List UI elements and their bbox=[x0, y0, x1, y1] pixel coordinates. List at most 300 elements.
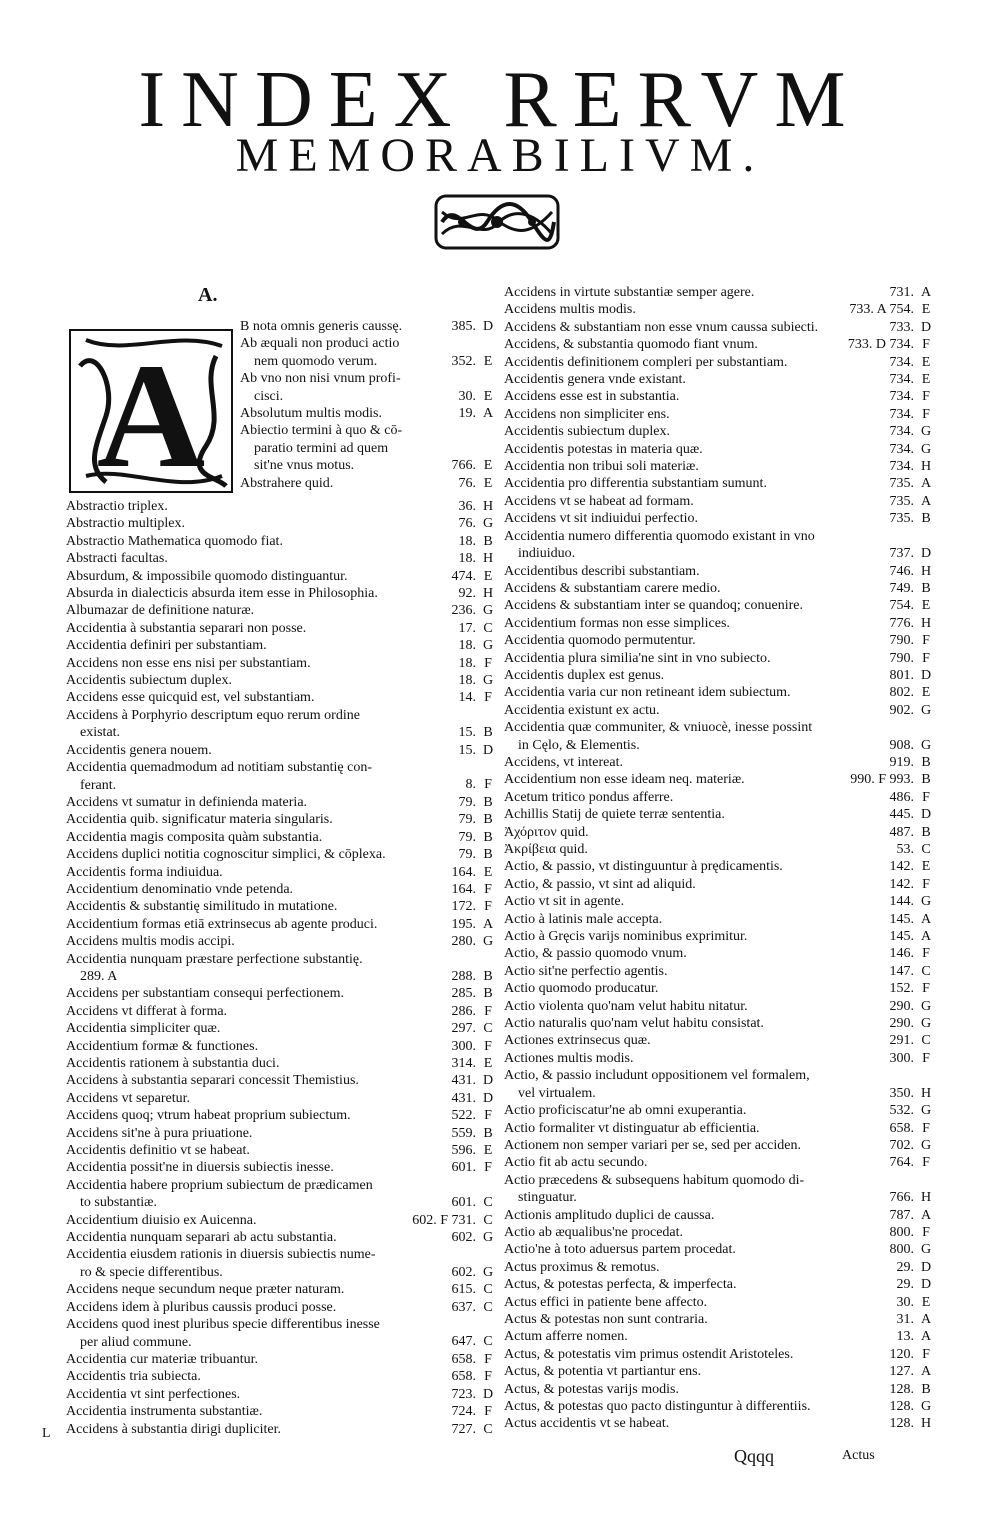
index-entry bbox=[504, 1311, 934, 1328]
entry-letter: A bbox=[920, 285, 932, 300]
entry-text: Accidentia quæ communiter, & vniuocè, inesse possint bbox=[504, 720, 813, 736]
page-subtitle: MEMORABILIVM. bbox=[235, 129, 765, 182]
index-entry bbox=[66, 620, 496, 637]
entry-page: 474. bbox=[451, 568, 476, 584]
entry-letter: E bbox=[921, 302, 931, 318]
index-entry bbox=[504, 510, 934, 527]
entry-letter: G bbox=[482, 673, 494, 689]
entry-letter: F bbox=[922, 633, 930, 649]
entry-page: 120. bbox=[889, 1346, 914, 1362]
entry-letter: B bbox=[483, 847, 493, 863]
index-entry bbox=[504, 615, 934, 632]
index-entry bbox=[66, 1090, 496, 1107]
index-entry bbox=[240, 335, 496, 370]
entry-text: Accidentis rationem à substantia duci. bbox=[66, 1056, 280, 1071]
entry-page: 776. bbox=[889, 615, 914, 631]
entry-text: Actus accidentis vt se habeat. bbox=[504, 1416, 670, 1432]
entry-text: Ab vno non nisi vnum profi- bbox=[240, 371, 401, 387]
entry-page: 727. bbox=[451, 1421, 476, 1437]
index-entry bbox=[66, 759, 496, 794]
index-entry bbox=[66, 1212, 496, 1229]
entry-text: Actus, & potestatis vim primus ostendit Aristoteles. bbox=[504, 1346, 794, 1362]
entry-text: Accidentium formæ & functiones. bbox=[66, 1038, 259, 1054]
index-entry bbox=[504, 632, 934, 649]
entry-page: 724. bbox=[451, 1404, 476, 1420]
entry-page: 297. bbox=[451, 1021, 476, 1037]
entry-letter: H bbox=[482, 551, 494, 567]
entry-letter: B bbox=[483, 829, 493, 845]
entry-letter: C bbox=[483, 1195, 493, 1211]
entry-page: 300. bbox=[889, 1050, 914, 1066]
index-entry bbox=[66, 1421, 496, 1438]
entry-text: Accidens à substantia dirigi dupliciter. bbox=[66, 1421, 282, 1437]
entry-text: Accidens vt se habeat ad formam. bbox=[504, 493, 694, 509]
entry-page: 733. D 734. bbox=[847, 337, 914, 353]
entry-text: Accidentia quomodo permutentur. bbox=[504, 633, 696, 649]
entry-page: 18. bbox=[458, 638, 476, 654]
entry-text: Absurdum, & impossibile quomodo distinguantur. bbox=[66, 568, 348, 584]
entry-text: Accidens vt sit indiuidui perfectio. bbox=[504, 511, 699, 527]
entry-letter: G bbox=[920, 702, 932, 718]
entry-letter: E bbox=[483, 388, 493, 404]
index-entry bbox=[504, 911, 934, 928]
index-entry bbox=[504, 563, 934, 580]
entry-letter: E bbox=[921, 372, 931, 388]
entry-letter: A bbox=[920, 1329, 932, 1345]
index-entry bbox=[504, 824, 934, 841]
entry-text: Actus, & potestas quo pacto distinguntur à differentiis. bbox=[504, 1399, 811, 1414]
entry-text: Accidentia varia cur non retineant idem subiectum. bbox=[504, 685, 791, 701]
entry-letter: G bbox=[920, 1399, 932, 1414]
index-entry bbox=[504, 1415, 934, 1432]
index-entry bbox=[240, 475, 496, 492]
entry-text: Accidens multis modis accipi. bbox=[66, 934, 235, 950]
entry-page: 734. bbox=[889, 389, 914, 405]
entry-text: Actionis amplitudo duplici de caussa. bbox=[504, 1207, 715, 1223]
entry-text: Actus, & potestas perfecta, & imperfecta. bbox=[504, 1277, 737, 1293]
entry-continuation: cisci. bbox=[254, 388, 284, 404]
entry-text: Actio fit ab actu secundo. bbox=[504, 1155, 648, 1171]
entry-page: 733. bbox=[889, 319, 914, 335]
entry-page: 766. bbox=[451, 458, 476, 474]
index-entry bbox=[504, 1398, 934, 1415]
index-entry bbox=[66, 846, 496, 863]
entry-letter: E bbox=[483, 458, 493, 474]
entry-page: 522. bbox=[451, 1108, 476, 1124]
drop-cap-entries bbox=[240, 318, 496, 492]
entry-text: Accidens vt sumatur in definienda materia. bbox=[66, 794, 308, 810]
entry-text: Abstractio Mathematica quomodo fiat. bbox=[66, 533, 283, 549]
entry-page: 731. bbox=[889, 285, 914, 300]
entry-page: 145. bbox=[889, 929, 914, 945]
index-entry bbox=[504, 702, 934, 719]
index-entry bbox=[504, 771, 934, 788]
entry-letter: D bbox=[482, 1386, 494, 1402]
index-entry bbox=[504, 998, 934, 1015]
entry-text: Accidens quoq; vtrum habeat proprium subiectum. bbox=[66, 1108, 351, 1124]
entry-text: Actio naturalis quo'nam velut habitu consistat. bbox=[504, 1016, 764, 1032]
index-entry bbox=[504, 963, 934, 980]
index-entry bbox=[504, 667, 934, 684]
decorated-initial-icon bbox=[66, 326, 236, 496]
index-entry bbox=[66, 550, 496, 567]
entry-letter: C bbox=[921, 963, 931, 979]
entry-text: Accidentium denominatio vnde petenda. bbox=[66, 881, 294, 897]
entry-text: Abstrahere quid. bbox=[240, 475, 334, 491]
ornament-icon bbox=[432, 190, 562, 254]
entry-page: 734. bbox=[889, 459, 914, 475]
index-entry bbox=[504, 1363, 934, 1380]
entry-text: Actio à latinis male accepta. bbox=[504, 911, 663, 927]
entry-page: 145. bbox=[889, 911, 914, 927]
section-letter: A. bbox=[198, 284, 218, 306]
entry-text: Actio, & passio quomodo vnum. bbox=[504, 946, 687, 962]
entry-letter: F bbox=[484, 1160, 492, 1176]
entry-page: 658. bbox=[889, 1120, 914, 1136]
entry-text: Accidens per substantiam consequi perfectionem. bbox=[66, 986, 344, 1002]
entry-page: 487. bbox=[889, 824, 914, 840]
entry-letter: H bbox=[920, 1416, 932, 1432]
index-entry bbox=[66, 1386, 496, 1403]
index-entry bbox=[66, 498, 496, 515]
entry-text: Accidens multis modis. bbox=[504, 302, 636, 318]
entry-letter: F bbox=[484, 1108, 492, 1124]
entry-page: 658. bbox=[451, 1351, 476, 1367]
entry-page: 18. bbox=[458, 673, 476, 689]
index-entry bbox=[504, 1050, 934, 1067]
entry-text: Accidens sit'ne à pura priuatione. bbox=[66, 1125, 253, 1141]
entry-text: Accidentia simpliciter quæ. bbox=[66, 1021, 221, 1037]
entry-text: Albumazar de definitione naturæ. bbox=[66, 603, 255, 619]
entry-letter: G bbox=[482, 934, 494, 950]
entry-page: 919. bbox=[889, 754, 914, 770]
entry-letter: F bbox=[484, 690, 492, 706]
index-entry bbox=[66, 1038, 496, 1055]
entry-letter: H bbox=[482, 586, 494, 602]
index-entry bbox=[66, 985, 496, 1002]
entry-letter: G bbox=[482, 1230, 494, 1246]
entry-text: Accidentis definitionem compleri per substantiam. bbox=[504, 354, 788, 370]
entry-letter: B bbox=[483, 986, 493, 1002]
index-entry bbox=[504, 441, 934, 458]
index-entry bbox=[66, 1055, 496, 1072]
entry-letter: D bbox=[482, 742, 494, 758]
entry-text: Accidens in virtute substantiæ semper agere. bbox=[504, 285, 755, 300]
entry-text: Accidentia nunquam separari ab actu substantia. bbox=[66, 1230, 337, 1246]
entry-letter: A bbox=[482, 916, 494, 932]
entry-letter: B bbox=[921, 824, 931, 840]
index-entry bbox=[66, 742, 496, 759]
index-entry bbox=[66, 811, 496, 828]
entry-page: 142. bbox=[889, 859, 914, 875]
entry-page: 290. bbox=[889, 1016, 914, 1032]
entry-page: 734. bbox=[889, 354, 914, 370]
entry-page: 734. bbox=[889, 424, 914, 440]
entry-letter: F bbox=[922, 789, 930, 805]
entry-page: 15. bbox=[458, 725, 476, 741]
entry-page: 18. bbox=[458, 533, 476, 549]
index-entry bbox=[504, 1067, 934, 1102]
entry-text: Accidentia vt sint perfectiones. bbox=[66, 1386, 241, 1402]
index-entry bbox=[66, 1281, 496, 1298]
index-entry bbox=[66, 1316, 496, 1351]
entry-letter: B bbox=[921, 1381, 931, 1397]
entry-page: 445. bbox=[889, 807, 914, 823]
entry-letter: E bbox=[921, 685, 931, 701]
entry-page: 30. bbox=[458, 388, 476, 404]
entry-letter: H bbox=[920, 1085, 932, 1101]
entry-letter: E bbox=[483, 1056, 493, 1071]
entry-page: 800. bbox=[889, 1224, 914, 1240]
entry-text: Actus, & potentia vt partiantur ens. bbox=[504, 1364, 702, 1380]
entry-text: Accidentis forma indiuidua. bbox=[66, 864, 223, 880]
entry-page: 723. bbox=[451, 1386, 476, 1402]
index-entry bbox=[504, 458, 934, 475]
entry-text: Accidentis genera nouem. bbox=[66, 742, 212, 758]
entry-letter: B bbox=[921, 511, 931, 527]
entry-letter: H bbox=[920, 615, 932, 631]
entry-continuation: stinguatur. bbox=[518, 1190, 577, 1206]
entry-text: Actio'ne à toto aduersus partem procedat. bbox=[504, 1242, 736, 1258]
entry-text: Accidentis genera vnde existant. bbox=[504, 372, 686, 388]
entry-text: Actus & potestas non sunt contraria. bbox=[504, 1311, 708, 1327]
index-entry bbox=[66, 951, 496, 986]
index-entry bbox=[504, 876, 934, 893]
index-entry bbox=[66, 1003, 496, 1020]
entry-letter: G bbox=[482, 1264, 494, 1280]
index-entry bbox=[504, 1207, 934, 1224]
entry-text: Accidentia definiri per substantiam. bbox=[66, 638, 267, 654]
entry-page: 787. bbox=[889, 1207, 914, 1223]
entry-text: Actio vt sit in agente. bbox=[504, 894, 625, 910]
entry-text: Accidens non esse ens nisi per substantiam. bbox=[66, 655, 311, 671]
entry-text: Accidentia quib. significatur materia singularis. bbox=[66, 812, 333, 828]
index-entry bbox=[66, 1246, 496, 1281]
index-entry bbox=[504, 1224, 934, 1241]
entry-text: Accidens à Porphyrio descriptum equo rerum ordine bbox=[66, 707, 360, 723]
entry-continuation: per aliud commune. bbox=[80, 1334, 192, 1350]
entry-letter: C bbox=[483, 1421, 493, 1437]
entry-page: 902. bbox=[889, 702, 914, 718]
entry-letter: B bbox=[483, 794, 493, 810]
entry-page: 754. bbox=[889, 598, 914, 614]
entry-text: Actio quomodo producatur. bbox=[504, 981, 659, 997]
entry-letter: G bbox=[482, 638, 494, 654]
entry-letter: G bbox=[920, 441, 932, 457]
entry-letter: B bbox=[483, 812, 493, 828]
entry-page: 18. bbox=[458, 655, 476, 671]
entry-page: 14. bbox=[458, 690, 476, 706]
entry-page: 733. A 754. bbox=[849, 302, 914, 318]
entry-text: Actum afferre nomen. bbox=[504, 1329, 628, 1345]
entry-page: 79. bbox=[458, 829, 476, 845]
index-entry bbox=[504, 858, 934, 875]
index-entry bbox=[504, 354, 934, 371]
entry-page: 602. bbox=[451, 1264, 476, 1280]
entry-letter: H bbox=[920, 1190, 932, 1206]
index-entry bbox=[504, 1102, 934, 1119]
entry-text: Ab æquali non produci actio bbox=[240, 336, 400, 352]
index-entry bbox=[66, 933, 496, 950]
entry-continuation: nem quomodo verum. bbox=[254, 353, 378, 369]
index-entry bbox=[504, 1137, 934, 1154]
entry-page: 764. bbox=[889, 1155, 914, 1171]
entry-page: 18. bbox=[458, 551, 476, 567]
entry-text: Accidentium formas etiā extrinsecus ab agente produci. bbox=[66, 916, 378, 932]
index-entry bbox=[504, 1015, 934, 1032]
index-entry bbox=[504, 719, 934, 754]
index-entry bbox=[504, 1259, 934, 1276]
entry-letter: G bbox=[482, 516, 494, 532]
index-entry bbox=[504, 1276, 934, 1293]
entry-letter: F bbox=[484, 881, 492, 897]
entry-page: 746. bbox=[889, 563, 914, 579]
entry-page: 236. bbox=[451, 603, 476, 619]
entry-letter: A bbox=[920, 1364, 932, 1380]
entry-text: Absolutum multis modis. bbox=[240, 406, 382, 422]
entry-continuation: ro & specie differentibus. bbox=[80, 1264, 223, 1280]
entry-continuation: indiuiduo. bbox=[518, 546, 576, 562]
index-entry bbox=[66, 585, 496, 602]
entry-page: 128. bbox=[889, 1416, 914, 1432]
entry-text: Accidens esse est in substantia. bbox=[504, 389, 680, 405]
entry-text: Accidentia nunquam præstare perfectione substantię. bbox=[66, 951, 363, 967]
entry-letter: G bbox=[920, 1103, 932, 1119]
entry-page: 601. bbox=[451, 1195, 476, 1211]
index-entry bbox=[66, 602, 496, 619]
entry-page: 749. bbox=[889, 580, 914, 596]
entry-letter: F bbox=[922, 1120, 930, 1136]
entry-letter: F bbox=[484, 1404, 492, 1420]
entry-text: Accidentia habere proprium subiectum de prædicamen bbox=[66, 1177, 373, 1193]
entry-page: 31. bbox=[896, 1311, 914, 1327]
entry-letter: F bbox=[922, 981, 930, 997]
entry-text: Accidentia quemadmodum ad notitiam substantię con- bbox=[66, 760, 372, 776]
index-entry bbox=[504, 806, 934, 823]
entry-letter: G bbox=[920, 894, 932, 910]
index-entry bbox=[504, 423, 934, 440]
entry-letter: C bbox=[483, 1334, 493, 1350]
index-entry bbox=[504, 475, 934, 492]
entry-page: 36. bbox=[458, 499, 476, 514]
entry-text: Actio proficiscatur'ne ab omni exuperantia. bbox=[504, 1103, 747, 1119]
index-entry bbox=[504, 336, 934, 353]
entry-letter: G bbox=[482, 603, 494, 619]
entry-text: Actio præcedens & subsequens habitum quomodo di- bbox=[504, 1172, 805, 1188]
entry-continuation: in Cęlo, & Elementis. bbox=[518, 737, 640, 753]
entry-letter: F bbox=[484, 899, 492, 915]
index-entry bbox=[504, 371, 934, 388]
entry-text: Accidentium formas non esse simplices. bbox=[504, 615, 730, 631]
entry-text: Accidentia numero differentia quomodo existant in vno bbox=[504, 528, 815, 544]
entry-page: 280. bbox=[451, 934, 476, 950]
entry-page: 385. bbox=[451, 319, 476, 334]
entry-page: 79. bbox=[458, 812, 476, 828]
index-entry bbox=[66, 829, 496, 846]
entry-page: 285. bbox=[451, 986, 476, 1002]
index-entry bbox=[66, 672, 496, 689]
entry-text: Actus effici in patiente bene affecto. bbox=[504, 1294, 708, 1310]
entry-text: Actiones extrinsecus quæ. bbox=[504, 1033, 651, 1049]
entry-text: Accidens à substantia separari concessit Themistius. bbox=[66, 1073, 359, 1089]
entry-letter: A bbox=[920, 493, 932, 509]
index-entry bbox=[504, 493, 934, 510]
entry-letter: A bbox=[920, 929, 932, 945]
entry-letter: E bbox=[921, 598, 931, 614]
index-entry bbox=[66, 1159, 496, 1176]
entry-page: 76. bbox=[458, 516, 476, 532]
index-entry bbox=[240, 318, 496, 335]
entry-page: 195. bbox=[451, 916, 476, 932]
entry-letter: C bbox=[483, 1212, 493, 1228]
entry-letter: B bbox=[921, 754, 931, 770]
entry-letter: C bbox=[483, 1299, 493, 1315]
entry-page: 596. bbox=[451, 1143, 476, 1159]
entry-text: Accidentis potestas in materia quæ. bbox=[504, 441, 703, 457]
index-entry bbox=[240, 422, 496, 474]
entry-page: 127. bbox=[889, 1364, 914, 1380]
entry-letter: C bbox=[921, 1033, 931, 1049]
entry-page: 290. bbox=[889, 998, 914, 1014]
entry-letter: F bbox=[922, 406, 930, 422]
index-entry bbox=[504, 1328, 934, 1345]
right-column bbox=[504, 284, 934, 1433]
entry-text: Accidentis duplex est genus. bbox=[504, 667, 665, 683]
index-entry bbox=[504, 597, 934, 614]
index-entry bbox=[66, 1125, 496, 1142]
entry-page: 8. bbox=[465, 777, 476, 793]
entry-text: Actio ab æqualibus'ne procedat. bbox=[504, 1224, 684, 1240]
entry-page: 735. bbox=[889, 493, 914, 509]
index-entry bbox=[66, 1107, 496, 1124]
entry-text: Abstracti facultas. bbox=[66, 551, 168, 567]
entry-page: 802. bbox=[889, 685, 914, 701]
entry-letter: A bbox=[920, 476, 932, 492]
entry-letter: D bbox=[482, 1073, 494, 1089]
entry-page: 29. bbox=[896, 1259, 914, 1275]
index-entry bbox=[66, 1072, 496, 1089]
entry-letter: F bbox=[484, 1038, 492, 1054]
entry-continuation: sit'ne vnus motus. bbox=[254, 458, 355, 474]
entry-text: Accidentia à substantia separari non posse. bbox=[66, 620, 307, 636]
entry-page: 92. bbox=[458, 586, 476, 602]
entry-page: 164. bbox=[451, 864, 476, 880]
index-entry bbox=[504, 1120, 934, 1137]
entry-page: 737. bbox=[889, 546, 914, 562]
index-entry bbox=[504, 928, 934, 945]
entry-letter: D bbox=[920, 1277, 932, 1293]
entry-page: 615. bbox=[451, 1282, 476, 1298]
index-entry bbox=[66, 1142, 496, 1159]
entry-page: 647. bbox=[451, 1334, 476, 1350]
entry-text: Accidentia non tribui soli materiæ. bbox=[504, 459, 699, 475]
index-entry bbox=[504, 841, 934, 858]
entry-letter: H bbox=[920, 563, 932, 579]
entry-text: Actio à Gręcis varijs nominibus exprimitur. bbox=[504, 929, 748, 945]
entry-text: Achillis Statij de quiete terræ sententia. bbox=[504, 807, 725, 823]
entry-letter: F bbox=[922, 389, 930, 405]
entry-letter: B bbox=[483, 533, 493, 549]
index-entry bbox=[504, 284, 934, 301]
entry-letter: E bbox=[483, 568, 493, 584]
entry-letter: E bbox=[483, 353, 493, 369]
entry-text: Abstractio triplex. bbox=[66, 499, 168, 514]
entry-letter: B bbox=[921, 580, 931, 596]
entry-text: Accidentibus describi substantiam. bbox=[504, 563, 700, 579]
entry-page: 300. bbox=[451, 1038, 476, 1054]
entry-letter: F bbox=[484, 1369, 492, 1385]
entry-page: 164. bbox=[451, 881, 476, 897]
